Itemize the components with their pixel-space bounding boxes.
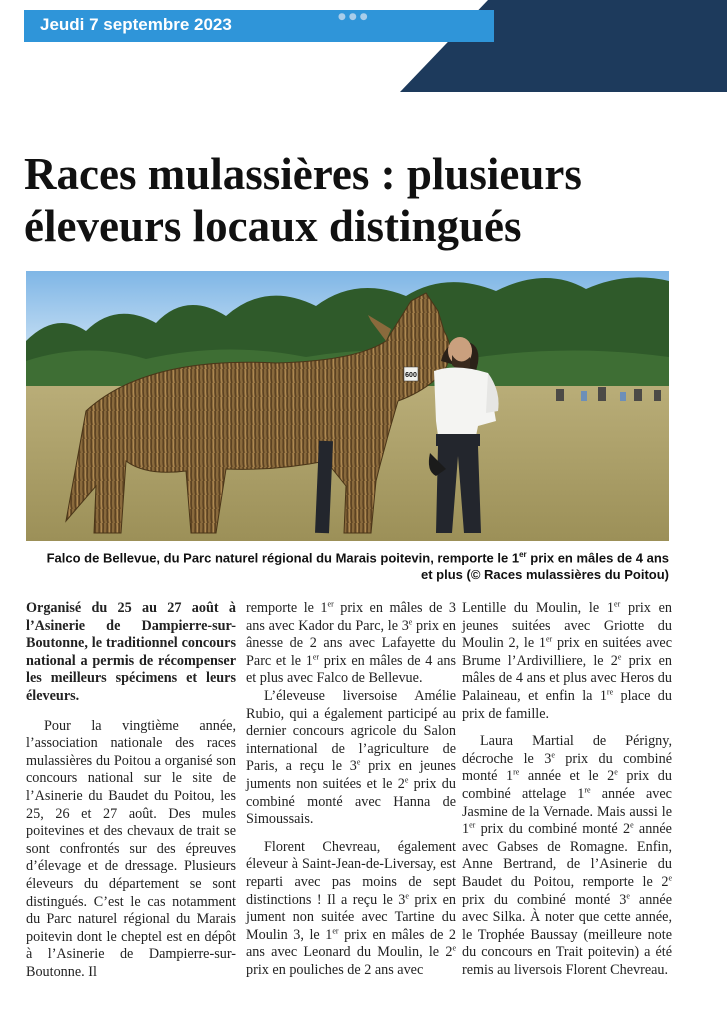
donkey-badge: 600: [405, 372, 417, 379]
article-paragraph-3: Florent Chevreau, également éleveur à Saint-Jean-de-Liversay, est reparti avec pas moins de sept distinctions ! Il a reçu le 3e prix en jument non suitée avec Tartine du Moulin 3, le 1er prix en mâles de 2 ans avec Leonard du Moulin, le 2e prix en pouliches de 2 ans avec: [246, 838, 456, 978]
article-paragraph-4: Laura Martial de Périgny, décroche le 3e prix du combiné monté 1re année et le 2e prix du combiné attelage 1re année avec Jasmine de la Vernade. Mais aussi le 1er prix du combiné monté 2e année avec Gabses de Romagne. Enfin, Anne Bertrand, de l’Asinerie du Baudet du Poitou, remporte le 2e prix du combiné monté 3e année avec Silka. À noter que cette année, le Trophée Baussay (meilleure note du concours en Trait poitevin) a été remis au liversois Florent Chevreau.: [462, 733, 672, 978]
article-paragraph-2: L’éleveuse liversoise Amélie Rubio, qui a également participé au dernier concours agricole du Salon international de l’agriculture de Paris, a reçu le 3e prix en jeunes juments non suitées et le 2e prix du combiné monté avec Hanna de Simoussais.: [246, 687, 456, 828]
photo-illustration: [26, 271, 669, 541]
donkey-photo: [26, 271, 669, 541]
article-lead: Organisé du 25 au 27 août à l’Asinerie de Dampierre-sur-Boutonne, le traditionnel concours national a permis de récompenser les meilleurs spécimens et leurs éleveurs.: [26, 600, 236, 704]
article-column-3: [462, 600, 672, 979]
article-paragraph-1: Pour la vingtième année, l’association nationale des races mulassières du Poitou a organisé son concours national sur le site de l’Asinerie du Baudet du Poitou, les 25, 26 et 27 août. Des mules poitevines et des chevaux de trait se sont confrontés sur des épreuves d’élevage et de dressage. Plusieurs éleveurs du département se sont distingués. C’est le cas notamment du Parc naturel régional du Marais poitevin dont le cheptel est en dépôt à l’Asinerie de Dampierre-sur-Boutonne. Il: [26, 717, 236, 980]
article-title: Races mulassières : plusieurs éleveurs locaux distingués: [24, 149, 582, 251]
page-header: [0, 0, 727, 95]
article-column-1: [26, 600, 236, 981]
article-paragraph-1-cont: remporte le 1er prix en mâles de 3 ans avec Kador du Parc, le 3e prix en ânesse de 2 ans avec Lafayette du Parc et le 1er prix en mâles de 4 ans et plus avec Falco de Bellevue.: [246, 599, 457, 687]
photo-caption: Falco de Bellevue, du Parc naturel régional du Marais poitevin, remporte le 1er prix en mâles de 4 ans et plus (© Races mulassières du Poitou): [46, 550, 669, 583]
page-date: Jeudi 7 septembre 2023: [40, 15, 232, 34]
dots-icon: ●●●: [338, 12, 371, 22]
article-column-2: [246, 600, 456, 979]
article-paragraph-3-cont: Lentille du Moulin, le 1er prix en jeunes suitées avec Griotte du Moulin 2, le 1er prix en suitées avec Brume l’Ardivilliere, le 2e prix en mâles de 4 ans et plus avec Heros du Palaineau, et enfin la 1re place du prix de famille.: [462, 599, 673, 722]
